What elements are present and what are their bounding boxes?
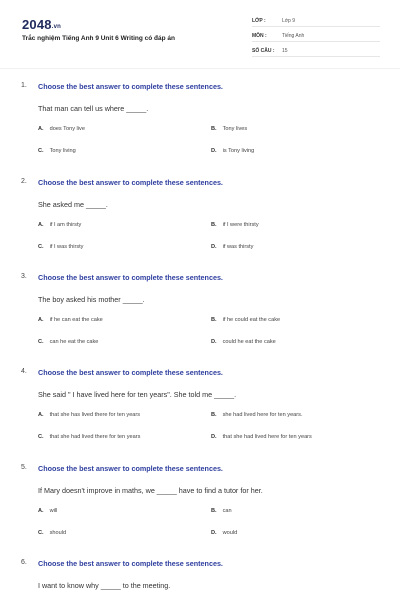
meta-count-value: 15 xyxy=(282,48,288,54)
option-letter: B. xyxy=(211,126,217,132)
option-text: does Tony live xyxy=(49,126,85,132)
question-number: 3. xyxy=(21,273,27,280)
option-letter: A. xyxy=(38,222,44,228)
option-text: if I am thirsty xyxy=(49,222,82,228)
question-number: 6. xyxy=(21,559,27,566)
meta-count-row xyxy=(252,44,380,57)
option-letter: A. xyxy=(38,317,44,323)
option-text: that she had lived here for ten years xyxy=(222,434,312,440)
logo-text: 2048 xyxy=(22,17,52,32)
question-prompt: Choose the best answer to complete these sentences. xyxy=(38,464,223,473)
option-d[interactable] xyxy=(211,244,253,250)
option-letter: B. xyxy=(211,412,217,418)
meta-subject-value: Tiếng Anh xyxy=(282,33,305,39)
question-number: 1. xyxy=(21,82,27,89)
option-c[interactable] xyxy=(38,434,140,440)
option-text: that she had lived there for ten years xyxy=(49,434,141,440)
option-text: could he eat the cake xyxy=(222,339,276,345)
header-divider xyxy=(0,68,400,69)
option-text: would xyxy=(222,530,238,536)
meta-subject-row xyxy=(252,29,380,42)
option-letter: A. xyxy=(38,508,44,514)
option-a[interactable] xyxy=(38,222,81,228)
option-letter: A. xyxy=(38,412,44,418)
option-text: that she has lived there for ten years xyxy=(49,412,141,418)
question-prompt: Choose the best answer to complete these sentences. xyxy=(38,368,223,377)
option-d[interactable] xyxy=(211,434,312,440)
option-text: if he can eat the cake xyxy=(49,317,103,323)
option-letter: D. xyxy=(211,244,217,250)
question-prompt: Choose the best answer to complete these sentences. xyxy=(38,178,223,187)
option-text: she had lived here for ten years. xyxy=(222,412,303,418)
question-prompt: Choose the best answer to complete these sentences. xyxy=(38,559,223,568)
option-text: will xyxy=(49,508,58,514)
meta-count-label: SỐ CÂU : xyxy=(252,48,275,54)
question-number: 5. xyxy=(21,464,27,471)
question-6 xyxy=(0,559,400,599)
option-text: if was thirsty xyxy=(222,244,254,250)
option-text: is Tony living xyxy=(222,148,255,154)
option-letter: C. xyxy=(38,148,44,154)
question-sentence: She asked me _____. xyxy=(38,200,108,209)
meta-class-value: Lớp 9 xyxy=(282,18,296,24)
option-text: can he eat the cake xyxy=(49,339,99,345)
option-letter: C. xyxy=(38,434,44,440)
option-letter: D. xyxy=(211,148,217,154)
question-prompt: Choose the best answer to complete these sentences. xyxy=(38,82,223,91)
option-text: if I was thirsty xyxy=(49,244,84,250)
option-letter: D. xyxy=(211,530,217,536)
option-a[interactable] xyxy=(38,412,140,418)
option-text: if he could eat the cake xyxy=(222,317,281,323)
question-sentence: If Mary doesn't improve in maths, we _____ have to find a tutor for her. xyxy=(38,486,263,495)
option-c[interactable] xyxy=(38,530,66,536)
question-1 xyxy=(0,82,400,172)
option-letter: C. xyxy=(38,244,44,250)
option-c[interactable] xyxy=(38,148,76,154)
option-b[interactable] xyxy=(211,412,303,418)
question-prompt: Choose the best answer to complete these sentences. xyxy=(38,273,223,282)
option-c[interactable] xyxy=(38,244,83,250)
option-text: Tony living xyxy=(49,148,76,154)
option-b[interactable] xyxy=(211,508,232,514)
option-b[interactable] xyxy=(211,317,280,323)
option-d[interactable] xyxy=(211,530,237,536)
logo-suffix: .vn xyxy=(51,24,62,30)
document-title: Trắc nghiệm Tiếng Anh 9 Unit 6 Writing có đáp án xyxy=(22,35,176,42)
option-letter: C. xyxy=(38,339,44,345)
meta-class-label: LỚP : xyxy=(252,18,266,24)
option-b[interactable] xyxy=(211,126,247,132)
question-2 xyxy=(0,178,400,268)
option-a[interactable] xyxy=(38,317,103,323)
option-letter: B. xyxy=(211,508,217,514)
question-4 xyxy=(0,368,400,458)
meta-subject-label: MÔN : xyxy=(252,33,267,39)
question-number: 2. xyxy=(21,178,27,185)
option-letter: B. xyxy=(211,317,217,323)
option-a[interactable] xyxy=(38,126,85,132)
option-letter: A. xyxy=(38,126,44,132)
question-sentence: I want to know why _____ to the meeting. xyxy=(38,581,171,590)
question-sentence: The boy asked his mother _____. xyxy=(38,295,145,304)
option-d[interactable] xyxy=(211,148,254,154)
option-c[interactable] xyxy=(38,339,98,345)
option-letter: D. xyxy=(211,434,217,440)
option-a[interactable] xyxy=(38,508,57,514)
option-letter: C. xyxy=(38,530,44,536)
question-sentence: That man can tell us where _____. xyxy=(38,104,149,113)
option-letter: D. xyxy=(211,339,217,345)
site-logo[interactable] xyxy=(22,17,61,32)
question-sentence: She said " I have lived here for ten years". She told me _____. xyxy=(38,390,237,399)
option-text: should xyxy=(49,530,67,536)
meta-class-row xyxy=(252,14,380,27)
option-text: Tony lives xyxy=(222,126,248,132)
option-b[interactable] xyxy=(211,222,259,228)
question-5 xyxy=(0,464,400,554)
question-3 xyxy=(0,273,400,363)
option-text: can xyxy=(222,508,232,514)
option-text: if I were thirsty xyxy=(222,222,259,228)
question-number: 4. xyxy=(21,368,27,375)
page-header xyxy=(0,0,400,70)
option-d[interactable] xyxy=(211,339,276,345)
option-letter: B. xyxy=(211,222,217,228)
